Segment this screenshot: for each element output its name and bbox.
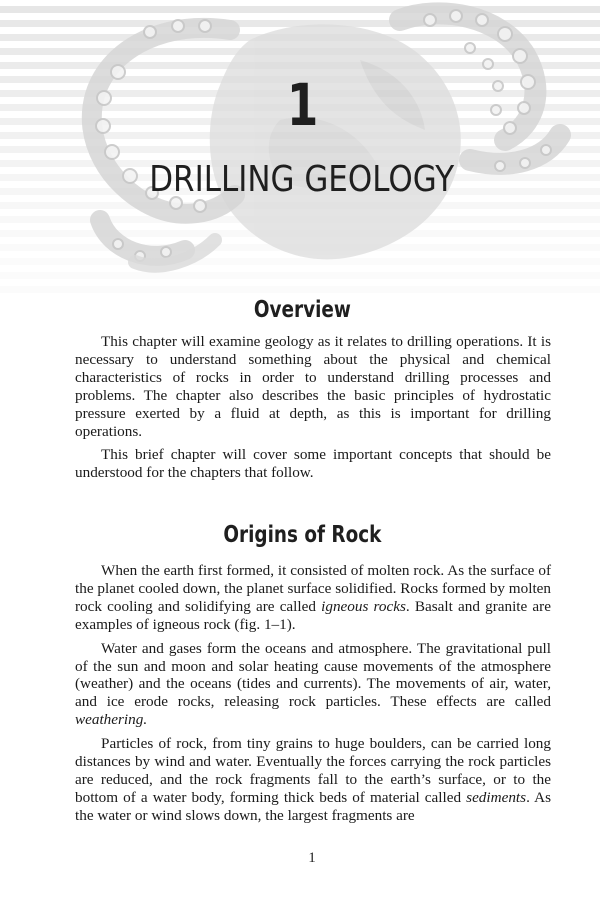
paragraph xyxy=(75,562,551,634)
text-run: When the earth first formed, it consisted of molten rock. As the surface of the planet cooled down, the planet surface solidified. Rocks formed by molten rock cooling and solidifying are called xyxy=(75,562,551,615)
chapter-number: 1 xyxy=(286,71,319,139)
text-run: . Basalt and granite are examples of igneous rock (fig. 1–1). xyxy=(75,597,551,633)
italic-term: sediments xyxy=(466,788,527,806)
overview-body xyxy=(75,333,551,488)
paragraph xyxy=(75,446,551,482)
paragraph xyxy=(75,735,551,825)
page-number: 1 xyxy=(308,850,316,866)
italic-term: weathering. xyxy=(75,711,148,729)
text-run: Particles of rock, from tiny grains to huge boulders, can be carried long distances by wind and water. Eventually the forces carrying the rock particles are reduced, and the rock fragments fall to the earth’s surface, or to the bottom of a water body, forming thick beds of material called xyxy=(75,735,551,806)
text-run: This brief chapter will cover some important concepts that should be understood for the chapters that follow. xyxy=(75,446,551,482)
origins-of-rock-body xyxy=(75,562,551,831)
text-run: This chapter will examine geology as it relates to drilling operations. It is necessary to understand something about the physical and chemical characteristics of rocks in order to understand drilling processes and problems. The chapter also describes the basic principles of hydrostatic pressure exerted by a fluid at depth, as this is important for drilling operations. xyxy=(75,333,551,440)
text-run: . As the water or wind slows down, the largest fragments are xyxy=(75,788,551,824)
section-heading-origins-of-rock: Origins of Rock xyxy=(223,522,382,548)
paragraph xyxy=(75,333,551,440)
text-run: Water and gases form the oceans and atmosphere. The gravitational pull of the sun and moon and solar heating cause movements of the atmosphere (weather) and the oceans (tides and currents). The movements of air, water, and ice erode rocks, releasing rock particles. These effects are called xyxy=(75,639,551,711)
paragraph xyxy=(75,640,551,730)
globe-octopus-illustration-icon xyxy=(0,0,600,300)
chapter-title: DRILLING GEOLOGY xyxy=(149,159,455,200)
section-heading-overview: Overview xyxy=(253,297,351,323)
italic-term: igneous rocks xyxy=(321,597,406,615)
header-illustration xyxy=(0,0,600,300)
